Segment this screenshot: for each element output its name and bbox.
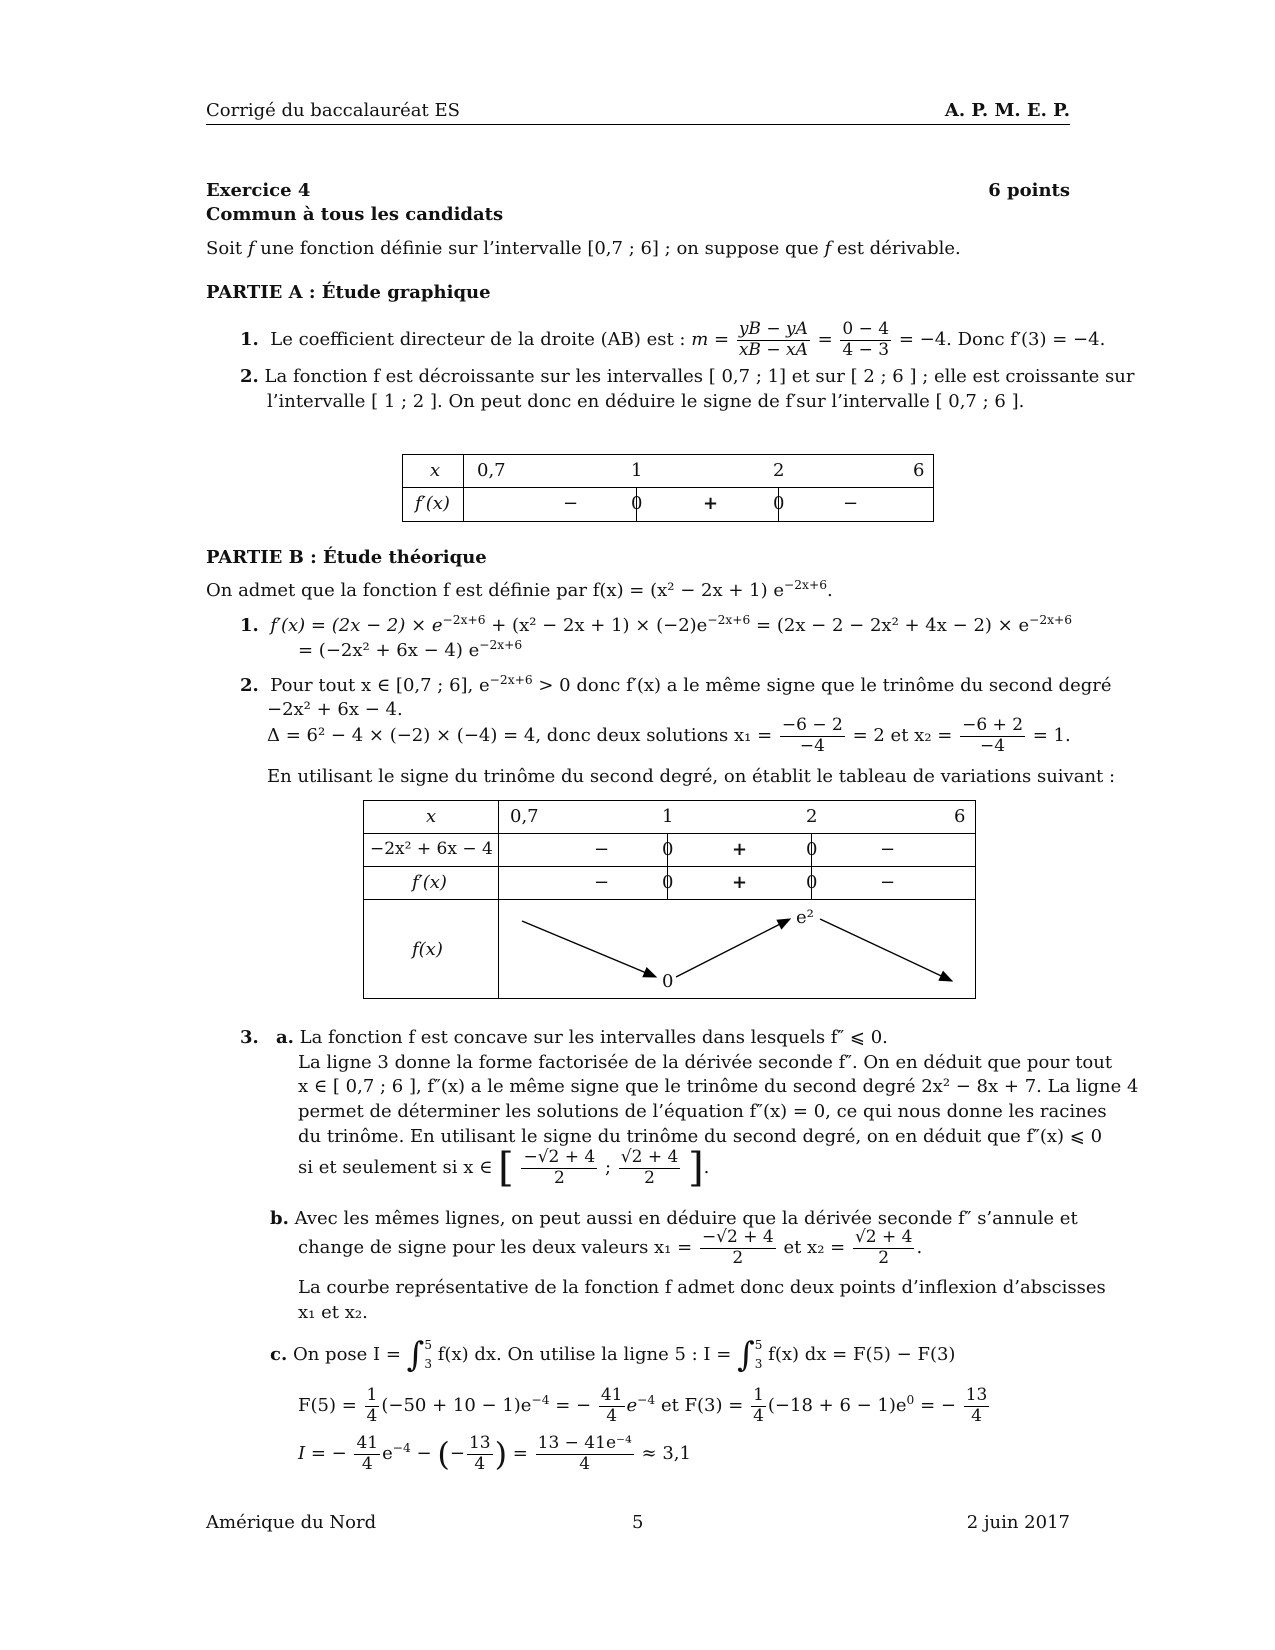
footer-left: Amérique du Nord — [206, 1512, 377, 1533]
partB-q2-line1: 2. Pour tout x ∈ [0,7 ; 6], $e^{-2x+6} > 0$ donc f′(x) a le même signe que le trinôme du second degré — [240, 673, 1112, 696]
table-b-f-max: e² — [796, 907, 814, 928]
header-right: A. P. M. E. P. — [944, 100, 1070, 121]
partB-q2-line4: En utilisant le signe du trinôme du second degré, on établit le tableau de variations suivant : — [267, 766, 1116, 787]
partB-q2-line2: −2x² + 6x − 4. — [267, 699, 403, 720]
q3c-line1: c. On pose I = ∫ 5 3 f(x) dx. On utilise la ligne 5 : I = ∫ 5 3 f(x) dx = F(5) − F(3) — [270, 1335, 956, 1375]
arrow-increase — [676, 919, 790, 977]
table-b-poly-sign-4: − — [880, 839, 896, 860]
header-rule — [206, 124, 1070, 125]
table-a-sign-0: − — [563, 493, 579, 514]
exercise-subtitle: Commun à tous les candidats — [206, 204, 504, 225]
table-a-fp-label: f′(x) — [415, 493, 450, 514]
table-a-x3: 6 — [913, 460, 925, 481]
partB-intro: On admet que la fonction f est définie par f(x) = (x² − 2x + 1) $e^{-2x+6}$. — [206, 578, 833, 601]
q3a-line3: x ∈ [ 0,7 ; 6 ], f″(x) a le même signe que le trinôme du second degré 2x² − 8x + 7. La ligne 4 — [298, 1076, 1139, 1097]
table-b-fp-sign-2: + — [732, 872, 748, 893]
footer-right: 2 juin 2017 — [966, 1512, 1070, 1533]
q3a-line1: 3. a. La fonction f est concave sur les intervalles dans lesquels f″ ⩽ 0. — [240, 1027, 888, 1048]
variation-arrows — [364, 899, 975, 998]
table-a-zero-3: 0 — [773, 493, 785, 514]
table-b-poly-label: −2x² + 6x − 4 — [370, 839, 493, 859]
partB-q1-line2: = (−2x² + 6x − 4) $e^{-2x+6}$ — [298, 638, 523, 661]
partB-q2-delta: Δ = 6² − 4 × (−2) × (−4) = 4, donc deux solutions x₁ = $\frac{-6 - 2}{-4}$ = 2 et x₂ = $\frac{-6 + 2}{-4}$ = 1. — [267, 715, 1071, 756]
table-a-x1: 1 — [631, 460, 643, 481]
partA-q2-line1: 2. La fonction f est décroissante sur les intervalles [ 0,7 ; 1] et sur [ 2 ; 6 ] ; elle est croissante sur — [240, 366, 1135, 387]
table-b-fp-sign-0: − — [594, 872, 610, 893]
table-b-f-label: f(x) — [412, 939, 443, 960]
intro-line: Soit f une fonction définie sur l’intervalle [0,7 ; 6] ; on suppose que f est dérivable. — [206, 238, 961, 259]
q3a-line5: du trinôme. En utilisant le signe du trinôme du second degré, on en déduit que f″(x) ⩽ 0 — [298, 1126, 1103, 1147]
header-left: Corrigé du baccalauréat ES — [206, 100, 460, 121]
variation-table-b — [363, 800, 976, 999]
table-b-x1: 1 — [662, 806, 674, 827]
exercise-points: 6 points — [988, 180, 1070, 201]
partA-title: PARTIE A : Étude graphique — [206, 282, 491, 303]
arrow-decrease-1 — [522, 921, 656, 977]
table-b-x-label: x — [426, 806, 437, 827]
partB-q1-line1: 1. $f'(x) = (2x - 2) \times e^{-2x+6} + (x^2 - 2x + 1) \times (-2)e^{-2x+6} = (2x - 2 - 2x^2 + 4x - 2) \times e^{-2x+6}$ — [240, 613, 1073, 636]
table-a-zero-1: 0 — [631, 493, 643, 514]
table-b-fp-zero-3: 0 — [806, 872, 818, 893]
partB-title: PARTIE B : Étude théorique — [206, 547, 487, 568]
table-b-fp-label: f′(x) — [412, 872, 447, 893]
table-b-fp-zero-1: 0 — [662, 872, 674, 893]
table-a-sign-2: + — [703, 493, 719, 514]
q3c-I-line: I = − $\frac{41}{4}$ $e^{-4}$ − (− $\frac{13}{4}$ ) = $\frac{\text{13 − 41e⁻⁴}}{4}$ ≈ 3,1 — [298, 1432, 691, 1474]
sign-table-a — [402, 454, 934, 522]
table-a-sign-4: − — [843, 493, 859, 514]
q3c-F-line: F(5) = $\frac{1}{4}$ $(-50 + 10 - 1)e^{-4}$ = − $\frac{41}{4}$ $e^{-4}$ et F(3) = $\frac{1}{4}$ $(-18 + 6 - 1)e^0$ = − $\frac{13}{4}$ — [298, 1385, 988, 1426]
table-b-poly-zero-1: 0 — [662, 839, 674, 860]
table-a-x0: 0,7 — [477, 460, 506, 481]
exercise-title: Exercice 4 — [206, 180, 311, 201]
q3a-line6: si et seulement si x ∈ [ $\frac{-√2 + 4}{2}$ ; $\frac{√2 + 4}{2}$ ]. — [298, 1145, 710, 1192]
table-b-x2: 2 — [806, 806, 818, 827]
q3b-line2: change de signe pour les deux valeurs x₁ = $\frac{-√2 + 4}{2}$ et x₂ = $\frac{√2 + 4}{2}$ . — [298, 1227, 923, 1268]
table-b-x3: 6 — [954, 806, 966, 827]
q3b-line4: x₁ et x₂. — [298, 1302, 368, 1323]
partA-q2-line2: l’intervalle [ 1 ; 2 ]. On peut donc en déduire le signe de f′sur l’intervalle [ 0,7 ; 6 ]. — [267, 391, 1025, 412]
table-b-x0: 0,7 — [510, 806, 539, 827]
footer-page-number: 5 — [632, 1512, 644, 1533]
table-b-f-min: 0 — [662, 971, 674, 992]
q3b-line3: La courbe représentative de la fonction f admet donc deux points d’inflexion d’abscisses — [298, 1277, 1106, 1298]
table-a-x2: 2 — [773, 460, 785, 481]
table-b-poly-sign-2: + — [732, 839, 748, 860]
table-b-poly-sign-0: − — [594, 839, 610, 860]
q3a-line4: permet de déterminer les solutions de l’équation f″(x) = 0, ce qui nous donne les racines — [298, 1101, 1107, 1122]
q3a-line2: La ligne 3 donne la forme factorisée de la dérivée seconde f″. On en déduit que pour tout — [298, 1052, 1113, 1073]
q3b-line1: b. Avec les mêmes lignes, on peut aussi en déduire que la dérivée seconde f″ s’annule et — [270, 1208, 1078, 1229]
table-a-x-label: x — [430, 460, 441, 481]
table-b-fp-sign-4: − — [880, 872, 896, 893]
arrow-decrease-2 — [820, 919, 952, 981]
partA-q1: 1. Le coefficient directeur de la droite (AB) est : m = $\frac{yB - yA}{xB - xA}$ = $\frac{0 - 4}{4 - 3}$ = −4. Donc f′(3) = −4. — [240, 319, 1106, 360]
table-b-poly-zero-3: 0 — [806, 839, 818, 860]
